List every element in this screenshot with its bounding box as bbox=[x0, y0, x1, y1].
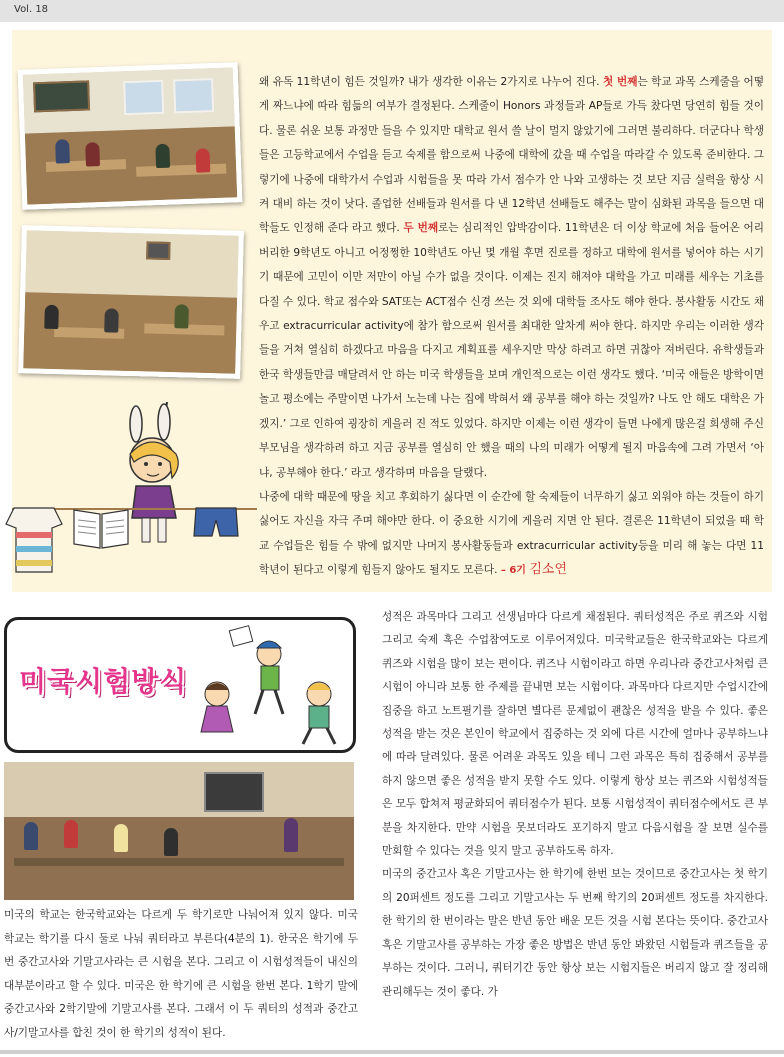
author-grade: – 6기 bbox=[500, 565, 526, 577]
volume-label: Vol. 18 bbox=[14, 4, 49, 15]
top-article-paragraph-2: 나중에 대학 때문에 땅을 치고 후회하기 싫다면 이 순간에 할 숙제들이 너무하기 싫고 외워야 하는 것들이 하기 싫어도 자신을 자극 주며 해야만 한다. 이 중요한 시기에 게을러 지면 안 된다. 결론은 11학년이 되었을 때 학교 수업들은 힘들 수 밖에 없지만 나머지 봉사활동들과 extracurricular activity등을 미리 해 놓는 다면 11학년이 된다고 이렇게 힘들지 않아도 될지도 모른다. – 6기 김소연 bbox=[259, 490, 764, 578]
bottom-divider bbox=[0, 1050, 784, 1054]
classroom-photo-2 bbox=[18, 225, 244, 379]
bottom-right-text bbox=[382, 606, 768, 1004]
highlight-first: 첫 번째 bbox=[602, 76, 638, 88]
top-article-text bbox=[259, 70, 764, 584]
banner-title: 미국시험방식 bbox=[19, 665, 188, 698]
header-bar bbox=[0, 0, 784, 22]
classroom-photo-1 bbox=[18, 62, 243, 210]
bottom-right-paragraph-2: 미국의 중간고사 혹은 기말고사는 한 학기에 한번 보는 것이므로 중간고사는 첫 학기의 20퍼센트 정도를 그리고 기말고사는 두 번째 학기의 20퍼센트 정도를 차지한다. 한 학기의 한 번이라는 말은 반년 동안 배운 모든 것을 시험 본다는 뜻이다. 중간고사 혹은 기말고사를 공부하는 가장 좋은 방법은 반년 동안 봐왔던 시험들과 퀴즈들을 공부하는 것이다. 그러니, 쿼터기간 동안 항상 보는 시험지들은 버리지 않고 잘 정리해 관리해두는 것이 좋다. 가 bbox=[382, 868, 768, 998]
exam-banner bbox=[4, 617, 356, 753]
bottom-left-text: 미국의 학교는 한국학교와는 다르게 두 학기로만 나눠어져 있지 않다. 미국 학교는 학기를 다시 둘로 나눠 쿼터라고 부른다(4분의 1). 한국은 학기에 두 번 중간고사와 기말고사라는 큰 시험을 본다. 그리고 이 시험성적들이 내신의 대부분이라고 할 수 있다. 미국은 한 학기에 큰 시험을 한번 본다. 1학기 말에 중간고사와 2학기말에 기말고사를 본다. 그래서 이 두 쿼터의 성적과 중간고사/기말고사를 합친 것이 한 학기의 성적이 된다. bbox=[4, 909, 358, 1039]
top-article-paragraph-1: 왜 유독 11학년이 힘든 것일까? 내가 생각한 이유는 2가지로 나누어 진다. 첫 번째는 학교 과목 스케줄을 어떻게 짜느냐에 따라 힘듦의 여부가 결정된다. 스케줄이 Honors 과정들과 AP들로 가득 찼다면 당연히 힘들 것이다. 물론 쉬운 보통 과정만 들을 수 있지만 대학교 원서 쓸 날이 멀지 않았기에 그러면 불리하다. 더군다나 학생들은 고등학교에서 수업을 듣고 숙제를 함으로써 나중에 대학에 갔을 때 수업을 따라갈 수 있도록 준비한다. 그렇기에 나중에 대학가서 수업과 시험들을 못 따라 가서 점수가 안 나와 고생하는 것 보단 지금 실력을 항상 시켜 대비 하는 것이 낫다. 졸업한 선배들과 원서를 다 낸 12학년 선배들도 해주는 말이 심화된 과목을 들으면 대학들도 인정해 준다 라고 했다. 두 번째로는 심리적인 압박감이다. 11학년은 더 이상 학교에 처음 들어온 어리버리한 9학년도 아니고 어정쩡한 10학년도 아닌 몇 개월 후면 진로를 정하고 대학에 원서를 넣어야 하는 시기기 때문에 고민이 이만 저만이 아닐 수가 없을 것이다. 이제는 진지 해져야 대학을 가고 미래를 세우는 기초를 다질 수 있다. 학교 점수와 SAT또는 ACT점수 신경 쓰는 것 외에 대학들 조사도 해야 한다. 봉사활동 시간도 채우고 extracurricular activity에 참가 함으로써 원서를 최대한 알차게 써야 한다. 하지만 우리는 이러한 생각들을 거쳐 열심히 하겠다고 마음을 다지고 계획표를 세우지만 막상 하려고 하면 귀찮아 져버린다. 유학생들과 한국 학생들만큼 매달려서 안 하는 미국 학생들을 보며 개인적으로는 이런 생각도 했다. ‘미국 애들은 방학이면 놀고 평소에는 주말이면 나가서 노는데 나는 집에 박혀서 왜 공부를 해야 하는 것일까? 나도 안 해도 대학은 가겠지.’ 그로 인하여 굉장히 게을러 진 적도 있었다. 하지만 이제는 이런 생각이 들면 나에게 많은걸 희생해 주신 부모님을 생각하려 하고 지금 공부를 열심히 안 했을 때의 나의 미래가 어떻게 될지 마음속에 그려 가면서 ‘아냐, 공부해야 한다.’ 라고 생각하며 마음을 달랬다. bbox=[259, 76, 764, 479]
top-article-panel bbox=[12, 30, 772, 592]
striped-shirt-illustration bbox=[4, 506, 64, 576]
highlight-second: 두 번째 bbox=[403, 222, 439, 235]
classroom-photo-3 bbox=[4, 762, 354, 900]
author-name: 김소연 bbox=[529, 562, 568, 578]
shorts-illustration bbox=[192, 506, 240, 540]
book-illustration bbox=[72, 506, 130, 550]
kids-running-illustration bbox=[169, 624, 355, 750]
bottom-right-paragraph-1: 성적은 과목마다 그리고 선생님마다 다르게 채점된다. 쿼터성적은 주로 퀴즈와 시험 그리고 숙제 혹은 수업참여도로 이루어져있다. 미국학교들은 한국학교와는 다르게 퀴즈와 시험을 많이 보는 편이다. 퀴즈나 시험이라고 하면 우리나라 중간고사처럼 큰 시험이 아니라 보통 한 주제를 끝내면 보는 시험이다. 과목마다 다르지만 수업시간에 집중을 하고 노트필기를 잘하면 별다른 문제없이 괜찮은 성적을 받을 수 있다. 좋은 성적을 받는 것은 본인이 학교에서 집중하는 것 외에 다른 시간에 얼마나 공부하느냐에 따라 달려있다. 물론 어려운 과목도 있을 테니 그런 과목은 특히 집중해서 공부를 하지 않으면 좋은 성적을 받지 못할 수도 있다. 이렇게 항상 보는 퀴즈와 시험성적들은 모두 합쳐져 평균화되어 쿼터점수가 된다. 보통 시험성적이 쿼터점수에서도 큰 부분을 차지한다. 만약 시험을 못보더라도 포기하지 말고 다음시험을 잘 보면 실수를 만회할 수 있다는 것을 잊지 말고 공부하도록 하자. bbox=[382, 611, 768, 858]
